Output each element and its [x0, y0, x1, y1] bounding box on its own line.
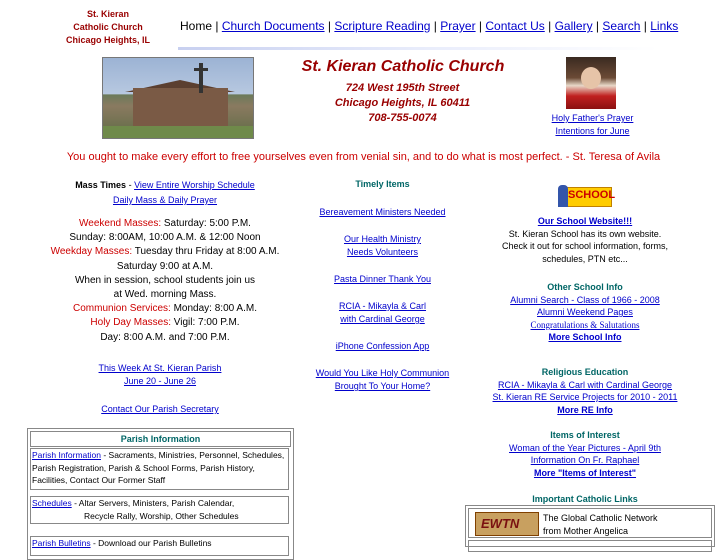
ewtn-row[interactable]: [468, 508, 712, 538]
church-name-line-2: Catholic Church: [73, 22, 143, 32]
church-address: [310, 81, 495, 126]
interest-title: Items of Interest: [550, 430, 620, 440]
timely-item[interactable]: [300, 273, 465, 286]
week-link-line-1[interactable]: This Week At St. Kieran Parish: [98, 363, 222, 373]
holy-day-line: Day: 8:00 A.M. and 7:00 P.M.: [100, 331, 230, 343]
alumni-search-link[interactable]: Alumni Search - Class of 1966 - 2008: [510, 294, 660, 305]
schedules-link[interactable]: Schedules: [32, 498, 72, 508]
nav-church-documents[interactable]: Church Documents: [221, 19, 325, 33]
re-service-link[interactable]: St. Kieran RE Service Projects for 2010 - 2011: [492, 392, 678, 402]
weekday-value: Tuesday thru Friday at 8:00 A.M.: [132, 246, 280, 258]
ewtn-line-1: The Global Catholic Network: [543, 513, 658, 523]
nav-links[interactable]: Links: [650, 19, 679, 33]
mass-times-label: Mass Times: [75, 180, 127, 190]
parish-information-link[interactable]: Parish Information: [32, 450, 101, 460]
next-link-row[interactable]: [468, 540, 712, 552]
parish-bulletins-desc: - Download our Parish Bulletins: [90, 538, 212, 548]
nav-separator: |: [643, 19, 647, 33]
nav-separator: |: [433, 19, 437, 33]
school-website-link[interactable]: Our School Website!!!: [537, 216, 633, 226]
rcia-link-1[interactable]: RCIA - Mikayla & Carl: [338, 301, 427, 311]
pope-caption-line-1[interactable]: Holy Father's Prayer: [551, 113, 634, 123]
parish-bulletins-link[interactable]: Parish Bulletins: [32, 538, 91, 548]
school-desc-1: St. Kieran School has its own website.: [508, 228, 662, 239]
catholic-links-title-wrap: [480, 493, 690, 506]
mass-times-sep: -: [126, 180, 135, 190]
schedules-desc-2: Recycle Rally, Worship, Other Schedules: [84, 510, 239, 521]
other-school-section: [480, 281, 690, 344]
ewtn-logo[interactable]: [475, 512, 539, 536]
pasta-dinner-link[interactable]: Pasta Dinner Thank You: [334, 274, 431, 284]
other-school-title: Other School Info: [547, 282, 623, 292]
school-section: [480, 215, 690, 265]
woman-of-year-link[interactable]: Woman of the Year Pictures - April 9th: [509, 442, 661, 453]
communion-home-link-1[interactable]: Would You Like Holy Communion: [315, 368, 450, 378]
more-re-info-link[interactable]: More RE Info: [557, 404, 613, 415]
mass-times-block: [40, 178, 290, 208]
contact-secretary-link[interactable]: Contact Our Parish Secretary: [101, 404, 219, 414]
pope-photo[interactable]: [566, 57, 616, 109]
nav-gallery[interactable]: Gallery: [554, 19, 593, 33]
nav-scripture-reading[interactable]: Scripture Reading: [334, 19, 431, 33]
parish-information-desc: - Sacraments, Ministries, Personnel, Schedules, Parish Registration, Parish & School Forms, Parish History, Facilities, Contact Our Former Staff: [32, 450, 285, 485]
nav-divider: [178, 47, 658, 50]
week-link-line-2[interactable]: June 20 - June 26: [123, 376, 197, 386]
religious-ed-section: [480, 366, 690, 416]
street-address: 724 West 195th Street: [345, 82, 460, 94]
catholic-links-title: Important Catholic Links: [532, 494, 638, 504]
nav-prayer[interactable]: Prayer: [440, 19, 476, 33]
health-ministry-link-1[interactable]: Our Health Ministry: [343, 234, 422, 244]
ewtn-logo-text: EWTN: [481, 516, 520, 531]
nav-contact-us[interactable]: Contact Us: [485, 19, 545, 33]
church-name-line-1: St. Kieran: [86, 9, 129, 19]
nav-search[interactable]: Search: [602, 19, 641, 33]
holy-day-value: Vigil: 7:00 P.M.: [171, 317, 240, 329]
session-line-1: When in session, school students join us: [74, 274, 256, 286]
top-navigation: [180, 19, 678, 33]
saint-quote: You ought to make every effort to free yourselves even from venial sin, and to do what is most perfect. - St. Teresa of Avila: [66, 151, 661, 163]
nav-separator: |: [595, 19, 600, 33]
more-school-info-link[interactable]: More School Info: [548, 332, 622, 342]
communion-home-link-2[interactable]: Brought To Your Home?: [334, 381, 431, 391]
timely-item[interactable]: [300, 233, 465, 259]
pope-caption-line-2[interactable]: Intentions for June: [555, 126, 630, 136]
daily-mass-link[interactable]: Daily Mass & Daily Prayer: [112, 195, 218, 205]
ewtn-description: [543, 512, 658, 537]
religious-ed-title: Religious Education: [541, 367, 629, 377]
parish-info-header: Parish Information: [30, 431, 291, 447]
parish-info-table: [27, 428, 294, 560]
school-desc-2: Check it out for school information, forms,: [501, 241, 669, 251]
schedules-desc: - Altar Servers, Ministers, Parish Calendar,: [71, 498, 235, 508]
parish-week-link[interactable]: [60, 362, 260, 388]
school-logo[interactable]: [558, 183, 616, 211]
iphone-app-link[interactable]: iPhone Confession App: [335, 341, 430, 351]
nav-home[interactable]: Home: [180, 19, 213, 33]
session-line-2: at Wed. morning Mass.: [113, 289, 217, 301]
weekend-value: Saturday: 5:00 P.M.: [161, 218, 251, 229]
alumni-pages-link[interactable]: Alumni Weekend Pages: [537, 307, 633, 317]
timely-items-title-wrap: [300, 179, 465, 189]
bulletins-row: [30, 536, 289, 556]
schedules-row: [30, 496, 289, 524]
timely-items-title: Timely Items: [355, 179, 410, 189]
parish-info-row: [30, 448, 289, 490]
congrats-link[interactable]: Congratulations & Salutations: [530, 319, 640, 330]
school-desc-3: schedules, PTN etc...: [542, 253, 628, 264]
more-interest-link[interactable]: More "Items of Interest": [533, 467, 637, 478]
timely-item[interactable]: [300, 340, 465, 353]
ewtn-line-2: from Mother Angelica: [543, 525, 629, 536]
timely-item[interactable]: [300, 300, 465, 326]
nav-separator: |: [548, 19, 552, 33]
nav-separator: |: [478, 19, 483, 33]
communion-value: Monday: 8:00 A.M.: [170, 303, 257, 315]
health-ministry-link-2[interactable]: Needs Volunteers: [346, 247, 419, 257]
bereavement-link[interactable]: Bereavement Ministers Needed: [319, 207, 446, 217]
rcia-link-2[interactable]: with Cardinal George: [340, 314, 425, 324]
mass-schedule: [38, 217, 292, 345]
catholic-links-table: [465, 505, 715, 547]
city-address: Chicago Heights, IL 60411: [334, 97, 471, 109]
church-name-line-3: Chicago Heights, IL: [65, 35, 150, 45]
timely-item[interactable]: [300, 206, 465, 219]
weekday-label: Weekday Masses:: [50, 246, 133, 258]
holy-day-label: Holy Day Masses:: [90, 317, 171, 329]
worship-schedule-link[interactable]: View Entire Worship Schedule: [134, 180, 255, 190]
re-rcia-link[interactable]: RCIA - Mikayla & Carl with Cardinal George: [497, 379, 673, 390]
nav-separator: |: [215, 19, 219, 33]
communion-label: Communion Services:: [73, 303, 171, 315]
school-logo-text: SCHOOL: [568, 189, 616, 201]
phone-number: 708-755-0074: [368, 112, 437, 124]
timely-item[interactable]: [300, 367, 465, 393]
weekend-label: Weekend Masses:: [79, 218, 162, 229]
church-photo: [102, 57, 254, 139]
pope-prayer-link[interactable]: [545, 112, 640, 138]
church-name-block: [58, 8, 158, 47]
nav-separator: |: [327, 19, 332, 33]
sunday-line: Sunday: 8:00AM, 10:00 A.M. & 12:00 Noon: [69, 232, 261, 244]
interest-section: [480, 429, 690, 479]
saturday-line: Saturday 9:00 at A.M.: [116, 260, 214, 272]
church-title: St. Kieran Catholic Church: [301, 58, 505, 75]
fr-raphael-link[interactable]: Information On Fr. Raphael: [530, 455, 640, 465]
